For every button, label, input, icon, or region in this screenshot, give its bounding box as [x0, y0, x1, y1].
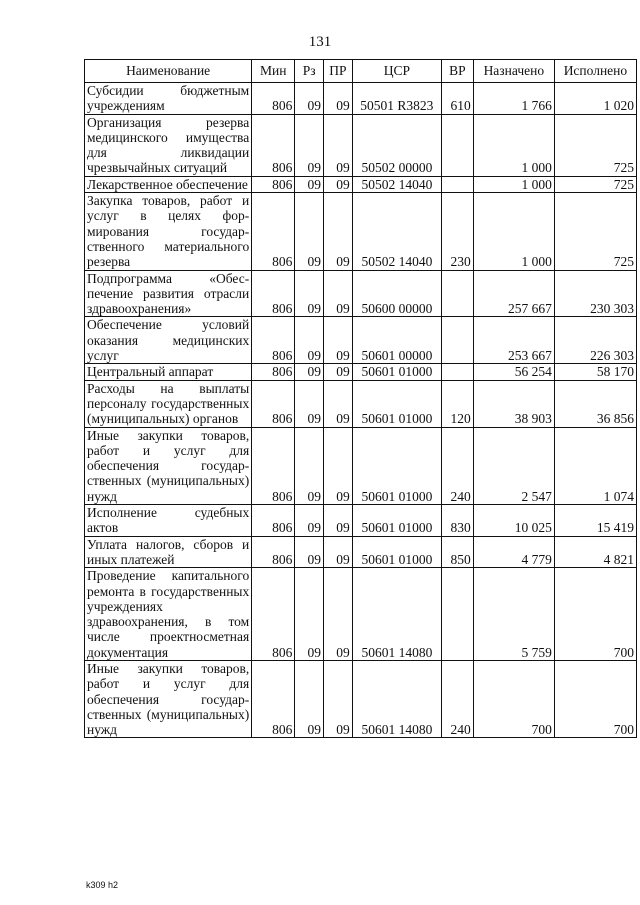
cell-executed: 1 020: [554, 83, 636, 115]
table-row: [85, 270, 637, 317]
cell-name: Подпрограмма «Обеспечение развития отрасли здравоохранения»: [85, 270, 252, 317]
header-csr: ЦСР: [352, 60, 441, 83]
cell-executed: 230 303: [554, 270, 636, 317]
cell-assigned: 1 000: [473, 176, 554, 192]
cell-executed: 226 303: [554, 317, 636, 364]
cell-executed: 1 074: [554, 427, 636, 504]
cell-csr: 50502 14040: [352, 193, 441, 270]
cell-csr: 50601 01000: [352, 536, 441, 568]
table-row: [85, 568, 637, 661]
cell-executed: 725: [554, 114, 636, 176]
cell-csr: 50601 01000: [352, 364, 441, 380]
cell-vr: 240: [442, 427, 474, 504]
cell-assigned: 38 903: [473, 380, 554, 427]
cell-executed: 4 821: [554, 536, 636, 568]
cell-assigned: 2 547: [473, 427, 554, 504]
cell-assigned: 4 779: [473, 536, 554, 568]
cell-name: Расходы на выплаты персоналу государственных (муниципальных) органов: [85, 380, 252, 427]
cell-min: 806: [252, 427, 295, 504]
cell-vr: 610: [442, 83, 474, 115]
cell-assigned: 56 254: [473, 364, 554, 380]
cell-csr: 50601 01000: [352, 380, 441, 427]
cell-min: 806: [252, 114, 295, 176]
cell-vr: [442, 364, 474, 380]
cell-pr: 09: [324, 193, 353, 270]
header-executed: Исполнено: [554, 60, 636, 83]
cell-pr: 09: [324, 364, 353, 380]
cell-vr: [442, 176, 474, 192]
table-row: [85, 176, 637, 192]
cell-csr: 50601 14080: [352, 660, 441, 737]
cell-min: 806: [252, 83, 295, 115]
cell-rz: 09: [295, 660, 324, 737]
cell-csr: 50601 14080: [352, 568, 441, 661]
cell-executed: 36 856: [554, 380, 636, 427]
cell-rz: 09: [295, 317, 324, 364]
table-header-row: [85, 60, 637, 83]
cell-vr: 850: [442, 536, 474, 568]
table-row: [85, 660, 637, 737]
cell-pr: 09: [324, 176, 353, 192]
cell-name: Лекарственное обеспечение: [85, 176, 252, 192]
cell-csr: 50601 01000: [352, 505, 441, 537]
cell-pr: 09: [324, 536, 353, 568]
cell-rz: 09: [295, 193, 324, 270]
cell-name: Центральный аппарат: [85, 364, 252, 380]
cell-csr: 50601 00000: [352, 317, 441, 364]
cell-min: 806: [252, 380, 295, 427]
cell-name: Уплата налогов, сборов и иных платежей: [85, 536, 252, 568]
cell-name: Организация резерва медицинского имущества для ликвидации чрезвычайных ситуаций: [85, 114, 252, 176]
cell-pr: 09: [324, 660, 353, 737]
cell-csr: 50502 00000: [352, 114, 441, 176]
header-vr: ВР: [442, 60, 474, 83]
cell-min: 806: [252, 317, 295, 364]
cell-executed: 700: [554, 660, 636, 737]
cell-assigned: 1 766: [473, 83, 554, 115]
cell-rz: 09: [295, 505, 324, 537]
table-row: [85, 114, 637, 176]
cell-name: Иные закупки товаров, работ и услуг для обеспечения государственных (муниципальных) нужд: [85, 660, 252, 737]
cell-csr: 50600 00000: [352, 270, 441, 317]
cell-assigned: 253 667: [473, 317, 554, 364]
table-row: [85, 380, 637, 427]
cell-assigned: 1 000: [473, 193, 554, 270]
cell-pr: 09: [324, 568, 353, 661]
cell-min: 806: [252, 364, 295, 380]
cell-rz: 09: [295, 176, 324, 192]
cell-rz: 09: [295, 114, 324, 176]
cell-executed: 700: [554, 568, 636, 661]
cell-rz: 09: [295, 380, 324, 427]
cell-pr: 09: [324, 114, 353, 176]
cell-pr: 09: [324, 270, 353, 317]
cell-csr: 50601 01000: [352, 427, 441, 504]
cell-vr: [442, 270, 474, 317]
page-number: 131: [308, 34, 332, 50]
cell-pr: 09: [324, 83, 353, 115]
cell-min: 806: [252, 176, 295, 192]
table-body: [85, 83, 637, 738]
cell-executed: 58 170: [554, 364, 636, 380]
cell-assigned: 1 000: [473, 114, 554, 176]
cell-assigned: 257 667: [473, 270, 554, 317]
cell-vr: 230: [442, 193, 474, 270]
table-row: [85, 317, 637, 364]
cell-csr: 50501 R3823: [352, 83, 441, 115]
cell-min: 806: [252, 505, 295, 537]
cell-executed: 15 419: [554, 505, 636, 537]
cell-min: 806: [252, 193, 295, 270]
cell-min: 806: [252, 536, 295, 568]
cell-name: Исполнение судебных актов: [85, 505, 252, 537]
cell-pr: 09: [324, 427, 353, 504]
header-min: Мин: [252, 60, 295, 83]
header-assigned: Назначено: [473, 60, 554, 83]
cell-rz: 09: [295, 427, 324, 504]
table-row: [85, 536, 637, 568]
cell-name: Субсидии бюджетным учреждениям: [85, 83, 252, 115]
cell-name: Закупка товаров, работ и услуг в целях формирования государственного материального резерва: [85, 193, 252, 270]
cell-executed: 725: [554, 193, 636, 270]
header-pr: ПР: [324, 60, 353, 83]
cell-vr: [442, 568, 474, 661]
cell-pr: 09: [324, 317, 353, 364]
budget-table: [84, 59, 637, 738]
cell-name: Иные закупки товаров, работ и услуг для обеспечения государственных (муниципальных) нужд: [85, 427, 252, 504]
table-row: [85, 193, 637, 270]
cell-vr: 120: [442, 380, 474, 427]
cell-assigned: 10 025: [473, 505, 554, 537]
cell-rz: 09: [295, 536, 324, 568]
cell-name: Проведение капитального ремонта в государственных учреждениях здравоохранения, в том числе проектносметная документация: [85, 568, 252, 661]
cell-assigned: 5 759: [473, 568, 554, 661]
table-row: [85, 427, 637, 504]
cell-vr: 830: [442, 505, 474, 537]
header-rz: Рз: [295, 60, 324, 83]
table-row: [85, 505, 637, 537]
cell-min: 806: [252, 568, 295, 661]
cell-pr: 09: [324, 380, 353, 427]
cell-rz: 09: [295, 270, 324, 317]
cell-rz: 09: [295, 364, 324, 380]
cell-rz: 09: [295, 83, 324, 115]
cell-vr: 240: [442, 660, 474, 737]
cell-vr: [442, 114, 474, 176]
cell-pr: 09: [324, 505, 353, 537]
cell-name: Обеспечение условий оказания медицинских услуг: [85, 317, 252, 364]
cell-executed: 725: [554, 176, 636, 192]
table-row: [85, 364, 637, 380]
cell-csr: 50502 14040: [352, 176, 441, 192]
cell-vr: [442, 317, 474, 364]
cell-assigned: 700: [473, 660, 554, 737]
table-row: [85, 83, 637, 115]
cell-min: 806: [252, 270, 295, 317]
footer-code: k309 h2: [86, 880, 119, 890]
header-name: Наименование: [85, 60, 252, 83]
cell-rz: 09: [295, 568, 324, 661]
cell-min: 806: [252, 660, 295, 737]
